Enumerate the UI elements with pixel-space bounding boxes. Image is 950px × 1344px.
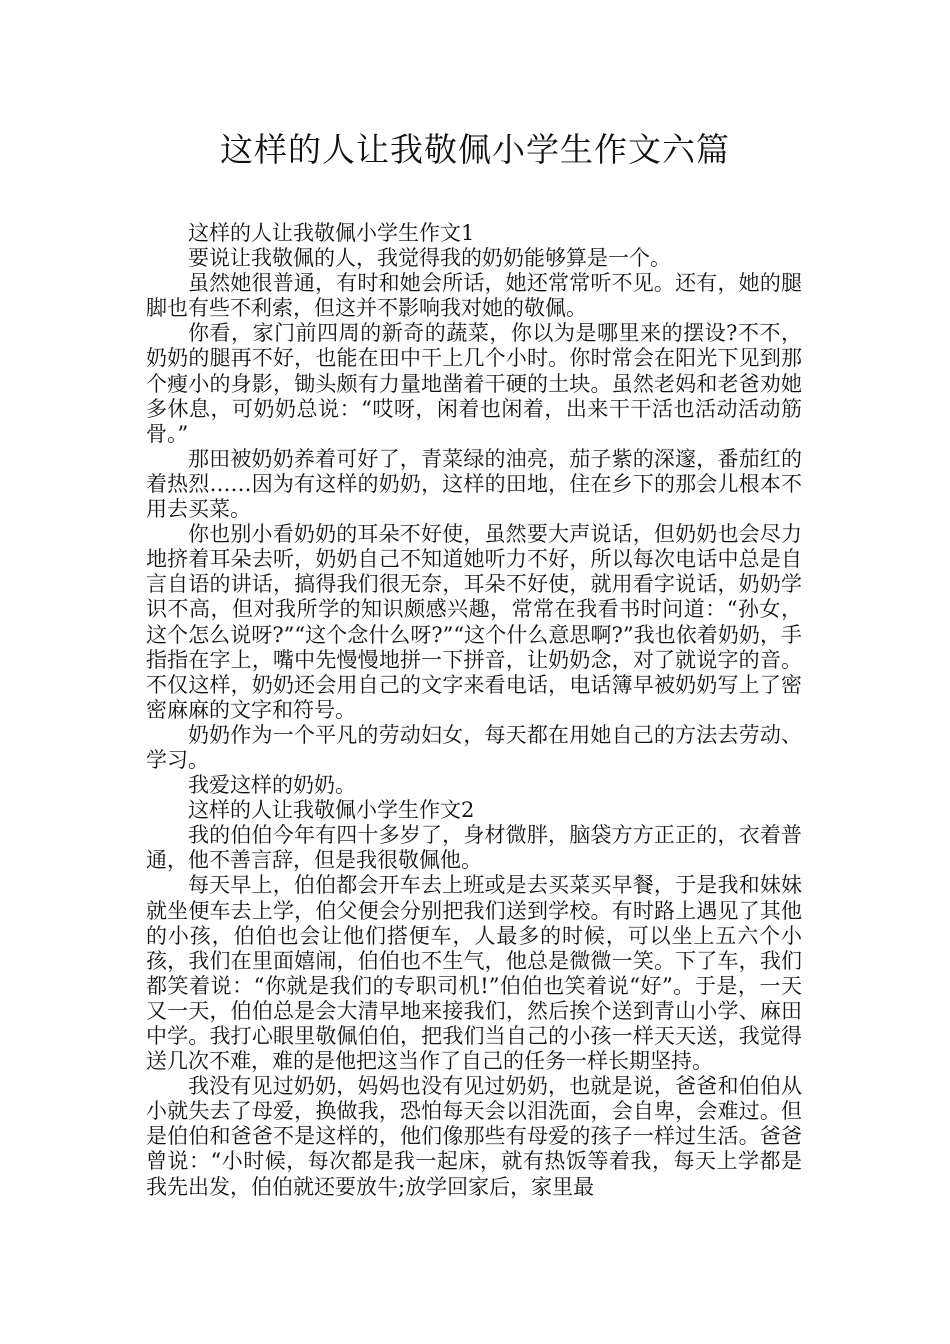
paragraph: 虽然她很普通，有时和她会所话，她还常常听不见。还有，她的腿脚也有些不利索，但这并不影响我对她的敬佩。	[146, 271, 802, 321]
document-title: 这样的人让我敬佩小学生作文六篇	[220, 130, 730, 169]
essay-heading: 这样的人让我敬佩小学生作文1	[188, 221, 475, 245]
paragraph: 我的伯伯今年有四十多岁了，身材微胖，脑袋方方正正的，衣着普通，他不善言辞，但是我很敬佩他。	[146, 823, 802, 873]
document-body	[146, 221, 802, 1200]
paragraph: 奶奶作为一个平凡的劳动妇女，每天都在用她自己的方法去劳动、学习。	[146, 722, 802, 772]
paragraph: 我爱这样的奶奶。	[188, 773, 356, 798]
paragraph: 每天早上，伯伯都会开车去上班或是去买菜买早餐，于是我和妹妹就坐便车去上学，伯父便会分别把我们送到学校。有时路上遇见了其他的小孩，伯伯也会让他们搭便车，人最多的时候，可以坐上五六个小孩，我们在里面嬉闹，伯伯也不生气，他总是微微一笑。下了车，我们都笑着说：“你就是我们的专职司机!”伯伯也笑着说“好”。于是，一天又一天，伯伯总是会大清早地来接我们，然后挨个送到青山小学、麻田中学。我打心眼里敬佩伯伯，把我们当自己的小孩一样天天送，我觉得送几次不难，难的是他把这当作了自己的任务一样长期坚持。	[146, 873, 802, 1074]
paragraph: 那田被奶奶养着可好了，青菜绿的油亮，茄子紫的深邃，番茄红的着热烈……因为有这样的奶奶，这样的田地，住在乡下的那会儿根本不用去买菜。	[146, 446, 802, 522]
paragraph: 你看，家门前四周的新奇的蔬菜，你以为是哪里来的摆设?不不，奶奶的腿再不好，也能在田中干上几个小时。你时常会在阳光下见到那个瘦小的身影，锄头颇有力量地凿着干硬的土块。虽然老妈和老爸劝她多休息，可奶奶总说：“哎呀，闲着也闲着，出来干干活也活动活动筋骨。”	[146, 321, 802, 446]
paragraph: 要说让我敬佩的人，我觉得我的奶奶能够算是一个。	[188, 246, 671, 271]
paragraph: 我没有见过奶奶，妈妈也没有见过奶奶，也就是说，爸爸和伯伯从小就失去了母爱，换做我，恐怕每天会以泪洗面，会自卑，会难过。但是伯伯和爸爸不是这样的，他们像那些有母爱的孩子一样过生活。爸爸曾说：“小时候，每次都是我一起床，就有热饭等着我，每天上学都是我先出发，伯伯就还要放牛;放学回家后，家里最	[146, 1074, 802, 1199]
essay-heading: 这样的人让我敬佩小学生作文2	[188, 798, 475, 823]
paragraph: 你也别小看奶奶的耳朵不好使，虽然要大声说话，但奶奶也会尽力地挤着耳朵去听，奶奶自己不知道她听力不好，所以每次电话中总是自言自语的讲话，搞得我们很无奈，耳朵不好使，就用看字说话，奶奶学识不高，但对我所学的知识颇感兴趣，常常在我看书时问道：“孙女，这个怎么说呀?”“这个念什么呀?”“这个什么意思啊?”我也依着奶奶，手指指在字上，嘴中先慢慢地拼一下拼音，让奶奶念，对了就说字的音。不仅这样，奶奶还会用自己的文字来看电话，电话簿早被奶奶写上了密密麻麻的文字和符号。	[146, 522, 802, 722]
